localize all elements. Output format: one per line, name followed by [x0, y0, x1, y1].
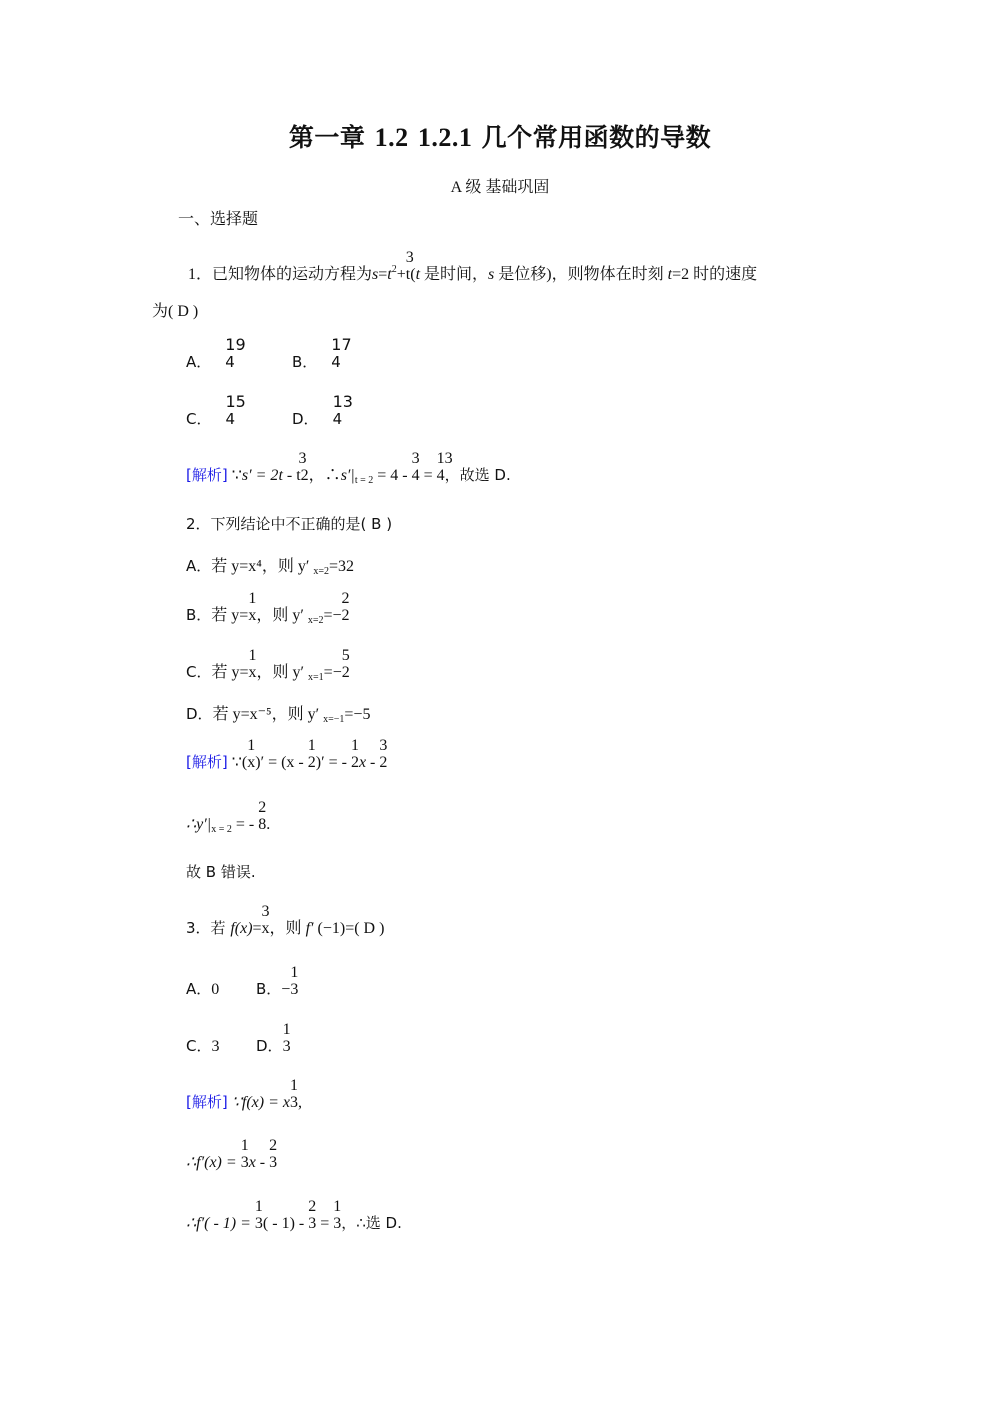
exponent: 2: [391, 264, 397, 275]
fraction: [269, 1137, 278, 1173]
q2-option-a: [186, 556, 354, 582]
because-symbol: ∵: [231, 467, 242, 484]
minus-sign: -: [282, 467, 297, 484]
option-result: =−: [323, 664, 342, 681]
denominator: 2: [379, 754, 388, 771]
numerator: 13: [332, 392, 353, 411]
fraction: [341, 590, 350, 626]
numerator: 1: [248, 647, 257, 664]
q2-option-d: [186, 704, 370, 730]
option-text: ，则 y′: [256, 664, 309, 681]
subscript: x=2: [313, 566, 330, 577]
q3-option-b: [256, 964, 299, 1000]
q3-analysis-line-2: [186, 1137, 278, 1173]
analysis-label: [解析]: [186, 1093, 228, 1111]
denominator: 3: [282, 1038, 291, 1055]
numerator: 17: [331, 335, 352, 354]
section-heading: 一、选择题: [178, 211, 259, 228]
q1-option-a: [186, 335, 246, 372]
fraction: [240, 1137, 249, 1173]
math-text: .: [266, 816, 271, 833]
denominator: 3: [333, 1215, 342, 1232]
numerator: 3: [405, 249, 414, 266]
denominator: 2: [341, 607, 350, 624]
math-text: ,: [298, 1094, 302, 1111]
q1-option-c: [186, 392, 246, 429]
numerator: 3: [298, 450, 307, 467]
q3-option-a: [186, 979, 219, 1000]
denominator: 3: [269, 1154, 278, 1171]
fraction: [282, 1021, 291, 1057]
fraction: [411, 450, 420, 486]
numerator: 1: [247, 737, 256, 754]
numerator: 13: [436, 450, 453, 467]
numerator: 1: [290, 964, 299, 981]
denominator: 3: [240, 1154, 249, 1171]
stem-text: (−1)=( D ): [313, 920, 385, 937]
subscript: x=−1: [323, 714, 345, 725]
denominator: 4: [225, 410, 236, 428]
option-label: B．: [186, 606, 212, 624]
denominator: t: [405, 266, 411, 283]
conclusion-text: ，故选 D.: [444, 466, 511, 484]
option-result: =32: [329, 558, 355, 575]
q2-analysis-line-1: [186, 737, 388, 773]
q2-analysis-conclusion: 故 B 错误.: [186, 863, 256, 881]
math-text: ( - 1) -: [262, 1215, 309, 1232]
option-result: =−5: [344, 706, 371, 723]
stem-text: 是位移)，则物体在时刻: [494, 266, 668, 283]
math-text: x -: [248, 1154, 270, 1171]
option-text: ，则 y′: [256, 607, 308, 624]
analysis-label: [解析]: [186, 466, 228, 484]
q2-option-b: [186, 590, 350, 631]
math-text: ∴y′|: [186, 816, 212, 833]
denominator: 3: [290, 981, 299, 998]
numerator: 1: [333, 1198, 342, 1215]
stem-text: ，则: [269, 920, 306, 937]
numerator: 2: [269, 1137, 278, 1154]
fraction: [290, 964, 299, 1000]
q3-option-c: [186, 1036, 219, 1057]
var-t: t: [278, 467, 283, 484]
q1-analysis: [186, 450, 511, 491]
option-text: 若 y=x⁴，则 y′: [211, 558, 314, 575]
fraction: [225, 335, 246, 372]
math-text: = 4 -: [373, 467, 412, 484]
question-number: 1．: [188, 266, 213, 283]
denominator: 3: [254, 1215, 263, 1232]
question-3-stem: [186, 903, 385, 939]
q3-analysis-line-1: [186, 1077, 302, 1113]
denominator: x: [248, 607, 257, 624]
stem-text: (: [410, 266, 416, 283]
option-label: C．: [186, 1037, 212, 1055]
question-1-stem-cont: 为( D ): [152, 303, 199, 320]
eq-sign: =: [252, 920, 262, 937]
denominator: 2: [307, 754, 316, 771]
option-label: D．: [186, 705, 213, 723]
eq-sign: =: [378, 266, 388, 283]
option-text: 3: [211, 1038, 220, 1055]
subscript: x=2: [307, 615, 324, 626]
denominator: x: [248, 664, 257, 681]
var-t: t: [387, 266, 392, 283]
fraction: [332, 392, 353, 429]
analysis-label: [解析]: [186, 753, 228, 771]
subscript: x = 2: [211, 824, 232, 835]
var-t: t: [415, 266, 421, 283]
math-text: ∴f′( - 1) =: [186, 1215, 255, 1232]
fraction: [405, 249, 414, 285]
conclusion-text: ，∴选 D.: [341, 1214, 402, 1232]
numerator: 1: [248, 590, 257, 607]
fraction: [254, 1198, 263, 1234]
numerator: 1: [254, 1198, 263, 1215]
option-label: C．: [186, 663, 212, 681]
fraction: [248, 647, 257, 683]
option-text: −: [281, 981, 291, 998]
numerator: 3: [261, 903, 270, 920]
numerator: 15: [225, 392, 246, 411]
math-text: ∵f(x) = x: [231, 1094, 290, 1111]
fraction: [331, 335, 352, 372]
math-text: ∵(: [231, 754, 248, 771]
fraction: [248, 590, 257, 626]
math-text: =: [316, 1215, 334, 1232]
denominator: x: [247, 754, 256, 771]
var-s: s: [488, 266, 495, 283]
q2-analysis-line-2: [186, 799, 271, 840]
fraction: [308, 1198, 317, 1234]
fraction: [290, 1077, 298, 1113]
fraction: [341, 647, 350, 683]
page-title: [0, 118, 1000, 154]
fraction: [225, 392, 246, 429]
fraction: [436, 450, 453, 486]
option-label: D．: [292, 410, 319, 428]
q3-analysis-line-3: [186, 1198, 402, 1234]
option-label: D．: [256, 1037, 283, 1055]
math-text: s′|: [340, 467, 355, 484]
numerator: 1: [350, 737, 359, 754]
math-text: f(x): [230, 920, 253, 937]
math-text: s′ = 2: [241, 467, 279, 484]
denominator: 4: [411, 467, 420, 484]
math-text: )′ = (x -: [255, 754, 308, 771]
stem-text: 是时间，: [420, 266, 489, 283]
level-subtitle: A 级 基础巩固: [450, 179, 550, 196]
q3-option-d: [256, 1021, 291, 1057]
q1-option-b: [292, 335, 352, 372]
stem-text: 已知物体的运动方程为: [212, 266, 373, 283]
stem-text: 3．若: [186, 919, 231, 937]
math-text: ∴f′(x) =: [186, 1154, 241, 1171]
math-text: )′ = -: [315, 754, 351, 771]
subscript: t = 2: [354, 475, 374, 486]
denominator: 8: [258, 816, 267, 833]
denominator: x: [261, 920, 270, 937]
math-text: =: [419, 467, 437, 484]
denominator: 4: [332, 410, 343, 428]
question-1-stem: [188, 249, 758, 285]
option-text: 0: [211, 981, 220, 998]
numerator: 1: [282, 1021, 291, 1038]
fraction: [379, 737, 388, 773]
numerator: 5: [341, 647, 350, 664]
denominator: 4: [225, 353, 235, 371]
therefore-text: ，∴: [308, 467, 341, 484]
denominator: 3: [308, 1215, 317, 1232]
question-2-stem: 2．下列结论中不正确的是( B ): [186, 515, 393, 533]
title-subsection: 1.2.1: [417, 123, 473, 152]
option-label: A．: [186, 557, 212, 575]
var-t: t: [667, 266, 673, 283]
option-label: A．: [186, 353, 212, 371]
stem-text: =2 时的速度: [672, 266, 758, 283]
var-s: s: [372, 266, 379, 283]
denominator: 4: [436, 467, 445, 484]
option-label: A．: [186, 980, 212, 998]
numerator: 2: [341, 590, 350, 607]
numerator: 19: [225, 335, 246, 354]
math-text: x -: [358, 754, 380, 771]
denominator: 2: [341, 664, 350, 681]
option-label: C．: [186, 410, 212, 428]
denominator: 4: [331, 353, 341, 371]
denominator: 3: [290, 1094, 298, 1111]
subscript: x=1: [308, 672, 324, 683]
denominator: 2: [350, 754, 359, 771]
fraction: [296, 450, 309, 486]
title-section: 1.2: [374, 123, 409, 152]
numerator: 2: [258, 799, 267, 816]
numerator: 1: [240, 1137, 249, 1154]
title-topic: 几个常用函数的导数: [481, 123, 712, 152]
numerator: 1: [307, 737, 316, 754]
option-label: B．: [292, 353, 318, 371]
q2-option-c: [186, 647, 350, 688]
fraction: [247, 737, 256, 773]
option-text: 若 y=: [211, 607, 249, 624]
numerator: 1: [290, 1077, 298, 1094]
numerator: 3: [379, 737, 388, 754]
fraction: [261, 903, 270, 939]
math-text: = -: [231, 816, 259, 833]
plus-sign: +: [396, 266, 406, 283]
title-chapter: 第一章: [288, 123, 366, 152]
denominator: t2: [296, 467, 309, 484]
q1-option-d: [292, 392, 353, 429]
fraction: [307, 737, 316, 773]
fraction: [258, 799, 267, 835]
fraction: [333, 1198, 342, 1234]
option-text: 若 y=x⁻⁵，则 y′: [212, 706, 324, 723]
math-text: f′: [305, 920, 314, 937]
option-result: =−: [323, 607, 342, 624]
option-text: 若 y=: [211, 664, 249, 681]
numerator: 2: [308, 1198, 317, 1215]
numerator: 3: [411, 450, 420, 467]
option-label: B．: [256, 980, 282, 998]
fraction: [350, 737, 359, 773]
